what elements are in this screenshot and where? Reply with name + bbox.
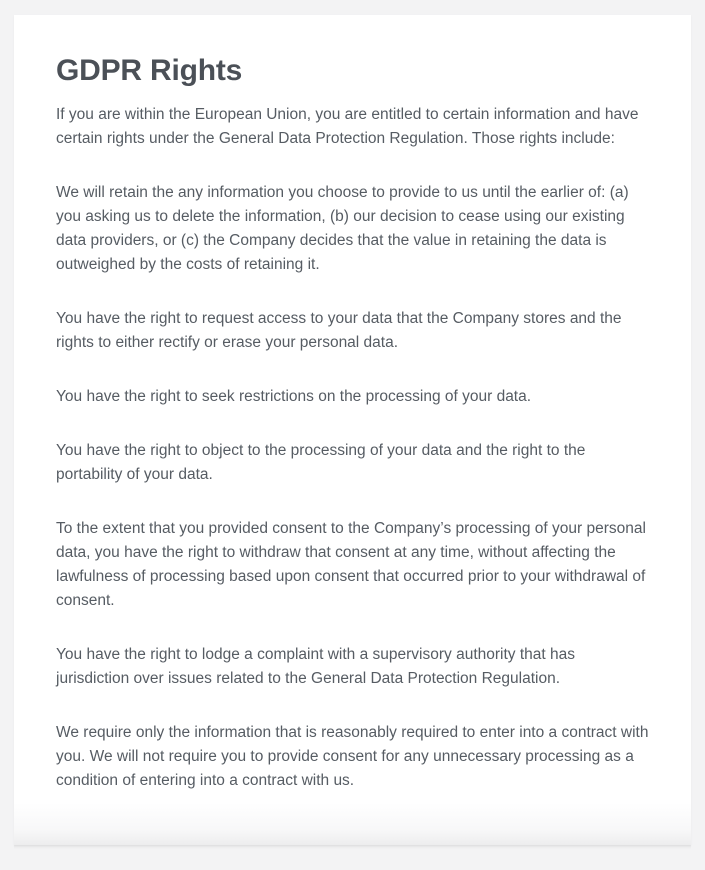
content-card bbox=[14, 15, 691, 845]
document-body bbox=[56, 89, 651, 793]
paragraph: You have the right to seek restrictions on the processing of your data. bbox=[56, 388, 532, 405]
card-bottom-shadow bbox=[14, 845, 691, 849]
paragraph: You have the right to lodge a complaint with a supervisory authority that has jurisdiction over issues related to the General Data Protection Regulation. bbox=[56, 646, 575, 687]
paragraph: You have the right to object to the processing of your data and the right to the portability of your data. bbox=[56, 442, 586, 483]
paragraph: If you are within the European Union, you are entitled to certain information and have certain rights under the General Data Protection Regulation. Those rights include: bbox=[56, 106, 639, 147]
paragraph: We will retain the any information you choose to provide to us until the earlier of: (a) you asking us to delete the information, (b) our decision to cease using our existing data providers, or (c) the Company decides that the value in retaining the data is outweighed by the costs of retaining it. bbox=[56, 184, 629, 273]
paragraph: We require only the information that is reasonably required to enter into a contract with you. We will not require you to provide consent for any unnecessary processing as a condition of entering into a contract with us. bbox=[56, 724, 649, 789]
paragraph: You have the right to request access to your data that the Company stores and the rights to either rectify or erase your personal data. bbox=[56, 310, 622, 351]
card-inner bbox=[56, 15, 651, 793]
page-title: GDPR Rights bbox=[56, 54, 243, 87]
paragraph: To the extent that you provided consent to the Company’s processing of your personal data, you have the right to withdraw that consent at any time, without affecting the lawfulness of processing based upon consent that occurred prior to your withdrawal of consent. bbox=[56, 520, 646, 609]
